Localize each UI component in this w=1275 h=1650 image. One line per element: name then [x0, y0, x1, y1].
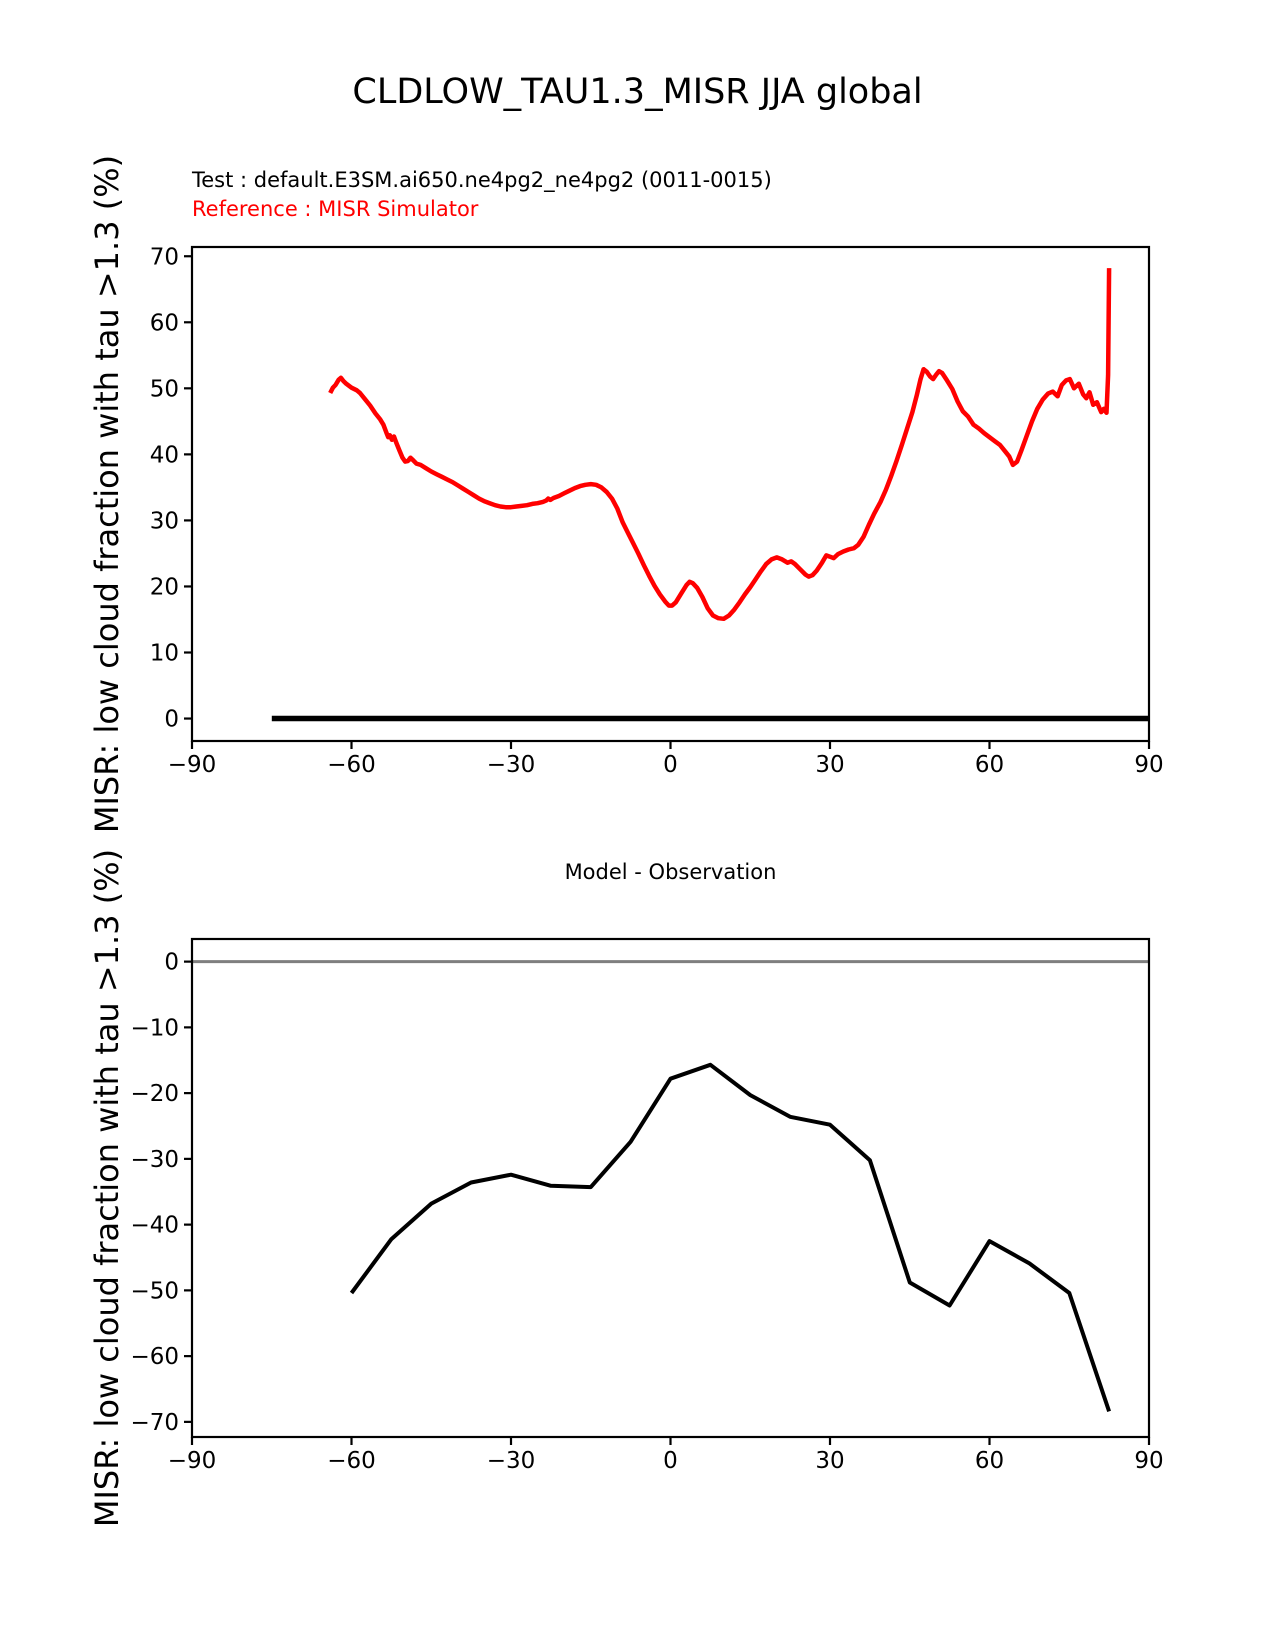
x-tick-label: −90 — [167, 1448, 217, 1474]
y-tick-label: −70 — [130, 1409, 179, 1436]
x-tick-label: −30 — [486, 752, 536, 778]
x-tick-label: 90 — [1134, 752, 1164, 778]
difference-chart-title: Model - Observation — [564, 860, 777, 884]
x-tick-label: −60 — [327, 1448, 376, 1474]
top-chart-zonal-mean — [150, 244, 1164, 778]
x-tick-label: 30 — [815, 1448, 845, 1474]
y-tick-label: 0 — [164, 706, 179, 733]
x-tick-label: 0 — [663, 1448, 678, 1474]
y-tick-label: 50 — [149, 376, 179, 403]
bottom-chart-model-minus-observation — [130, 939, 1163, 1474]
bottom-chart-ylabel: MISR: low cloud fraction with tau >1.3 (%) — [88, 848, 126, 1528]
chart-0-series-1 — [330, 268, 1109, 619]
x-tick-label: −30 — [486, 1448, 536, 1474]
y-tick-label: 10 — [149, 640, 179, 667]
y-tick-label: −10 — [130, 1015, 179, 1042]
x-tick-label: 60 — [974, 1448, 1005, 1474]
y-tick-label: 70 — [149, 244, 179, 271]
x-tick-label: 60 — [974, 752, 1005, 778]
y-tick-label: 60 — [149, 310, 179, 337]
x-tick-label: 30 — [815, 752, 845, 778]
y-tick-label: 0 — [164, 949, 179, 976]
y-tick-label: −60 — [130, 1344, 179, 1371]
x-tick-label: 90 — [1134, 1448, 1164, 1474]
x-tick-label: 0 — [663, 752, 678, 778]
y-tick-label: −40 — [130, 1212, 179, 1239]
reference-run-label: Reference : MISR Simulator — [192, 197, 479, 221]
test-run-label: Test : default.E3SM.ai650.ne4pg2_ne4pg2 (0011-0015) — [192, 168, 772, 192]
y-tick-label: −20 — [130, 1081, 179, 1108]
axes-frame — [192, 939, 1149, 1437]
figure-title: CLDLOW_TAU1.3_MISR JJA global — [352, 72, 923, 112]
y-tick-label: −30 — [130, 1146, 179, 1173]
y-tick-label: 40 — [149, 442, 179, 469]
chart-1-series-1 — [352, 1065, 1110, 1412]
y-tick-label: 20 — [149, 574, 179, 601]
y-tick-label: −50 — [130, 1278, 179, 1305]
x-tick-label: −60 — [327, 752, 376, 778]
axes-frame — [192, 247, 1149, 741]
top-chart-ylabel: MISR: low cloud fraction with tau >1.3 (%) — [88, 154, 126, 834]
y-tick-label: 30 — [149, 508, 179, 535]
x-tick-label: −90 — [167, 752, 217, 778]
